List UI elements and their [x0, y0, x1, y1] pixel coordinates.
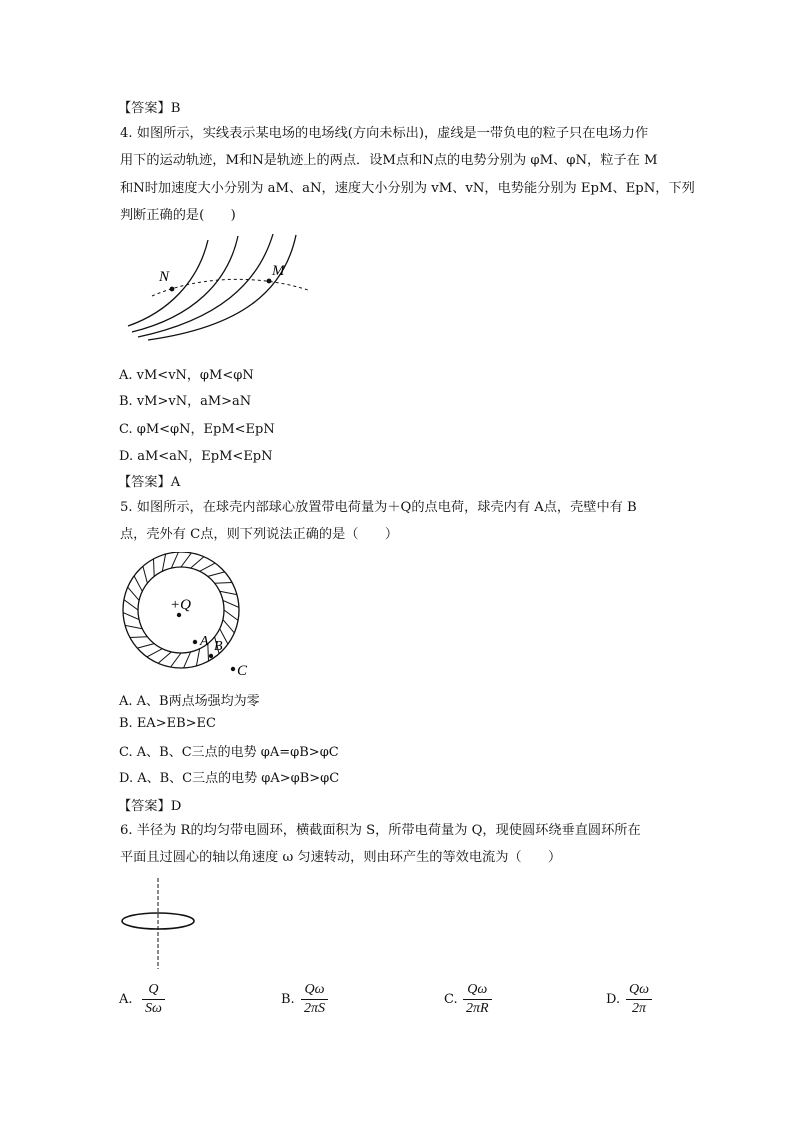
q5-line-1: 5. 如图所示，在球壳内部球心放置带电荷量为＋Q的点电荷，球壳内有 A点，壳壁中有 B [120, 500, 637, 515]
q6-option-c-numerator: Qω [467, 982, 488, 997]
label-charge: +Q [170, 597, 191, 613]
hatch-mark [125, 625, 142, 628]
q4-option-d: D. aM<aN，EpM<EpN [119, 449, 273, 464]
charge-point [177, 613, 181, 617]
q5-option-d: D. A、B、C三点的电势 φA>φB>φC [119, 771, 340, 786]
hatch-mark [196, 649, 199, 666]
q4-option-b: B. vM>vN，aM>aN [119, 394, 252, 409]
q6-option-b-fraction [301, 982, 328, 1017]
hatch-mark [143, 566, 148, 583]
q4-line-3: 和N时加速度大小分别为 aM、aN，速度大小分别为 vM、vN，电势能分别为 EpM、EpN，下列 [120, 181, 695, 196]
q6-option-a-label: A. [119, 992, 133, 1007]
hatch-mark [128, 587, 139, 600]
hatch-mark [123, 613, 139, 620]
q6-option-d-fraction [626, 982, 652, 1017]
hatch-mark [171, 653, 181, 667]
q4-option-a: A. vM<vN，φM<φN [119, 368, 254, 383]
answer-4 [118, 471, 180, 490]
hatch-mark [137, 644, 154, 649]
fraction-bar [301, 999, 328, 1000]
q6-option-c-label: C. [444, 992, 458, 1007]
label-c: C [237, 663, 248, 679]
q6-option-b-denominator: 2πS [304, 1001, 326, 1016]
q6-option-d-numerator: Qω [629, 982, 649, 997]
label-m: M [272, 263, 285, 279]
hatch-mark [124, 600, 138, 610]
q6-option-d-label: D. [606, 992, 621, 1007]
q6-option-a-fraction [142, 982, 165, 1017]
hatch-mark [184, 652, 191, 668]
label-a: A [200, 634, 209, 649]
q4-line-2: 用下的运动轨迹，M和N是轨迹上的两点．设M点和N点的电势分别为 φM、φN，粒子在 M [120, 153, 658, 168]
hatch-mark [147, 649, 162, 657]
point-a [193, 640, 197, 644]
hatch-mark [154, 559, 155, 577]
trajectory-dashed-line [152, 279, 308, 296]
answer-3-value: B [170, 101, 181, 116]
answer-3 [118, 97, 180, 116]
fraction-bar [626, 999, 652, 1000]
q6-option-b-label: B. [281, 992, 295, 1007]
q6-line-1: 6. 半径为 R的均匀带电圆环，横截面积为 S，所带电荷量为 Q，现使圆环绕垂直圆环所在 [120, 823, 641, 838]
q5-option-c: C. A、B、C三点的电势 φA=φB>φC [119, 745, 339, 760]
fraction-bar [142, 999, 165, 1000]
answer-3-tag: 【答案】 [118, 101, 171, 116]
hatch-mark [130, 637, 148, 638]
hatch-mark [223, 620, 234, 633]
answer-5-tag: 【答案】 [118, 799, 171, 814]
hatch-mark [220, 591, 237, 594]
point-b [209, 654, 213, 658]
hatch-mark [200, 563, 215, 571]
hatch-mark [223, 600, 239, 607]
hatch-mark [171, 552, 178, 568]
answer-4-tag: 【答案】 [118, 475, 171, 490]
label-b: B [214, 639, 223, 654]
q5-shell-figure [118, 552, 258, 682]
q6-ring-figure [118, 876, 198, 971]
q4-line-1: 4. 如图所示，实线表示某电场的电场线(方向未标出)，虚线是一带负电的粒子只在电场力作 [120, 126, 649, 141]
hatch-mark [134, 576, 142, 591]
answer-4-value: A [170, 475, 181, 490]
hatch-mark [162, 554, 165, 571]
answer-5 [118, 795, 181, 814]
hatch-mark [215, 583, 233, 584]
q6-option-c-denominator: 2πR [466, 1001, 489, 1016]
q6-option-d-denominator: 2π [631, 1001, 646, 1016]
q5-option-a: A. A、B两点场强均为零 [119, 694, 260, 709]
point-m [267, 279, 272, 284]
q5-line-2: 点，壳外有 C点，则下列说法正确的是（ ） [120, 527, 399, 542]
point-c [231, 667, 235, 671]
hatch-mark [158, 652, 171, 663]
q5-option-b: B. EA>EB>EC [119, 716, 216, 731]
q4-field-line-figure [118, 232, 318, 342]
q6-option-a-denominator: Sω [145, 1001, 162, 1016]
q6-option-a-numerator: Q [148, 982, 159, 997]
hatch-mark [181, 553, 191, 567]
label-n: N [159, 269, 170, 285]
q6-option-b-numerator: Qω [304, 982, 325, 997]
hatch-mark [208, 572, 225, 577]
q6-line-2: 平面且过圆心的轴以角速度 ω 匀速转动，则由环产生的等效电流为（ ） [120, 850, 562, 865]
hatch-mark [224, 610, 238, 620]
q4-option-c: C. φM<φN，EpM<EpN [119, 422, 275, 437]
q6-option-c-fraction [463, 982, 492, 1017]
answer-5-value: D [170, 799, 182, 814]
fraction-bar [463, 999, 492, 1000]
hatch-mark [191, 557, 204, 568]
point-n [170, 287, 175, 292]
q4-line-4: 判断正确的是( ) [120, 208, 236, 223]
